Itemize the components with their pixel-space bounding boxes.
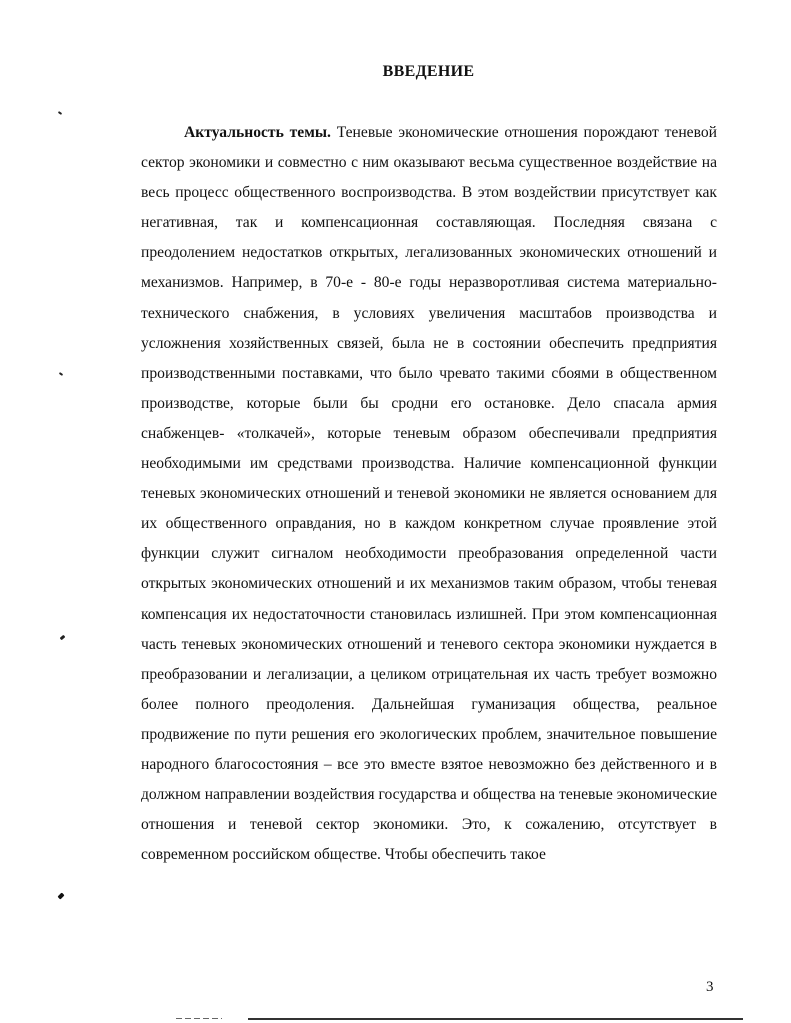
footer-dash <box>176 1018 222 1019</box>
lead-heading: Актуальность темы. <box>184 124 331 141</box>
page-number: 3 <box>706 979 714 995</box>
page-title: ВВЕДЕНИЕ <box>382 63 475 80</box>
scan-mark <box>60 635 66 641</box>
footer-rule <box>248 1018 743 1020</box>
paragraph-text: Теневые экономические отношения порождают теневой сектор экономики и совместно с ним оказывают весьма существенное воздействие на весь процесс общественного воспроизводства. В этом воздействии присутствует как негативная, так и компенсационная составляющая. Последняя связана с преодолением недостатков открытых, легализованных экономических отношений и механизмов. Например, в 70-е - 80-е годы неразворотливая система материально-технического снабжения, в условиях увеличения масштабов производства и усложнения хозяйственных связей, была не в состоянии обеспечить предприятия производственными поставками, что было чревато такими сбоями в общественном производстве, которые были бы сродни его остановке. Дело спасала армия снабженцев- «толкачей», которые теневым образом обеспечивали предприятия необходимыми им средствами производства. Наличие компенсационной функции теневых экономических отношений и теневой экономики не является основанием для их общественного оправдания, но в каждом конкретном случае проявление этой функции служит сигналом необходимости преобразования определенной части открытых экономических отношений и их механизмов таким образом, чтобы теневая компенсация их недостаточности становилась излишней. При этом компенсационная часть теневых экономических отношений и теневого сектора экономики нуждается в преобразовании и легализации, а целиком отрицательная их часть требует возможно более полного преодоления. Дальнейшая гуманизация общества, реальное продвижение по пути решения его экологических проблем, значительное повышение народного благосостояния – все это вместе взятое невозможно без действенного и в должном направлении воздействия государства и общества на теневые экономические отношения и теневой сектор экономики. Это, к сожалению, отсутствует в современном российском обществе. Чтобы обеспечить такое <box>141 124 717 864</box>
scan-mark <box>57 892 64 899</box>
body-paragraph <box>141 118 717 870</box>
scan-mark <box>59 372 63 376</box>
scan-mark <box>58 111 62 115</box>
